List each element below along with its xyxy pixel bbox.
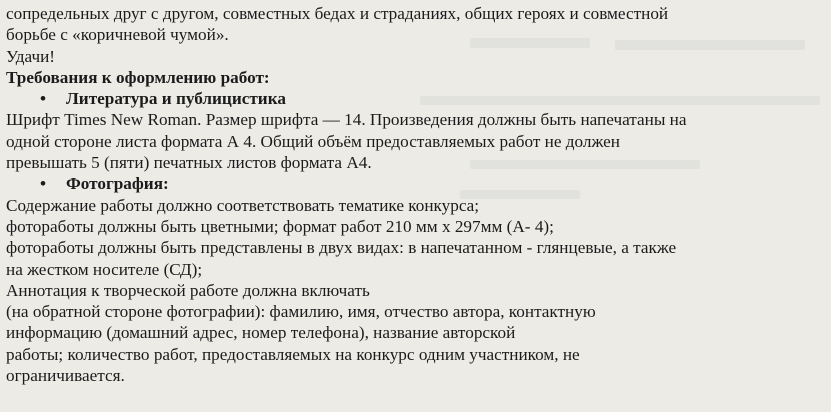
section-heading-photography: [6, 173, 826, 194]
section-title: Фотография:: [66, 174, 169, 194]
paragraph-line: превышать 5 (пяти) печатных листов формата А4.: [6, 153, 372, 173]
intro-line-2: борьбе с «коричневой чумой».: [6, 25, 229, 45]
paragraph-line: одной стороне листа формата А 4. Общий объём предоставляемых работ не должен: [6, 131, 620, 151]
paragraph-line: работы; количество работ, предоставляемых на конкурс одним участником, не: [6, 344, 580, 364]
intro-line-1: сопредельных друг с другом, совместных бедах и страданиях, общих героях и совместной: [6, 4, 669, 23]
paragraph-line: информацию (домашний адрес, номер телефона), название авторской: [6, 323, 516, 343]
bullet-icon: •: [40, 174, 47, 194]
bullet-icon: •: [40, 89, 47, 109]
paragraph-line: Шрифт Times New Roman. Размер шрифта — 14. Произведения должны быть напечатаны на: [6, 110, 687, 130]
paragraph-line: ограничивается.: [6, 366, 125, 386]
document-page: [6, 0, 826, 386]
paragraph-line: фотоработы должны быть представлены в двух видах: в напечатанном - глянцевые, а также: [6, 238, 677, 258]
section-heading-literature: [6, 88, 826, 109]
paragraph-line: Содержание работы должно соответствовать тематике конкурса;: [6, 195, 480, 215]
paragraph-line: фотоработы должны быть цветными; формат работ 210 мм х 297мм (А- 4);: [6, 216, 554, 236]
paragraph-line: на жестком носителе (СД);: [6, 259, 203, 279]
paragraph-line: Аннотация к творческой работе должна включать: [6, 280, 370, 300]
closing-wish: Удачи!: [6, 46, 56, 66]
paragraph-line: (на обратной стороне фотографии): фамилию, имя, отчество автора, контактную: [6, 302, 596, 322]
requirements-heading: Требования к оформлению работ:: [6, 67, 270, 87]
section-title: Литература и публицистика: [66, 89, 286, 109]
